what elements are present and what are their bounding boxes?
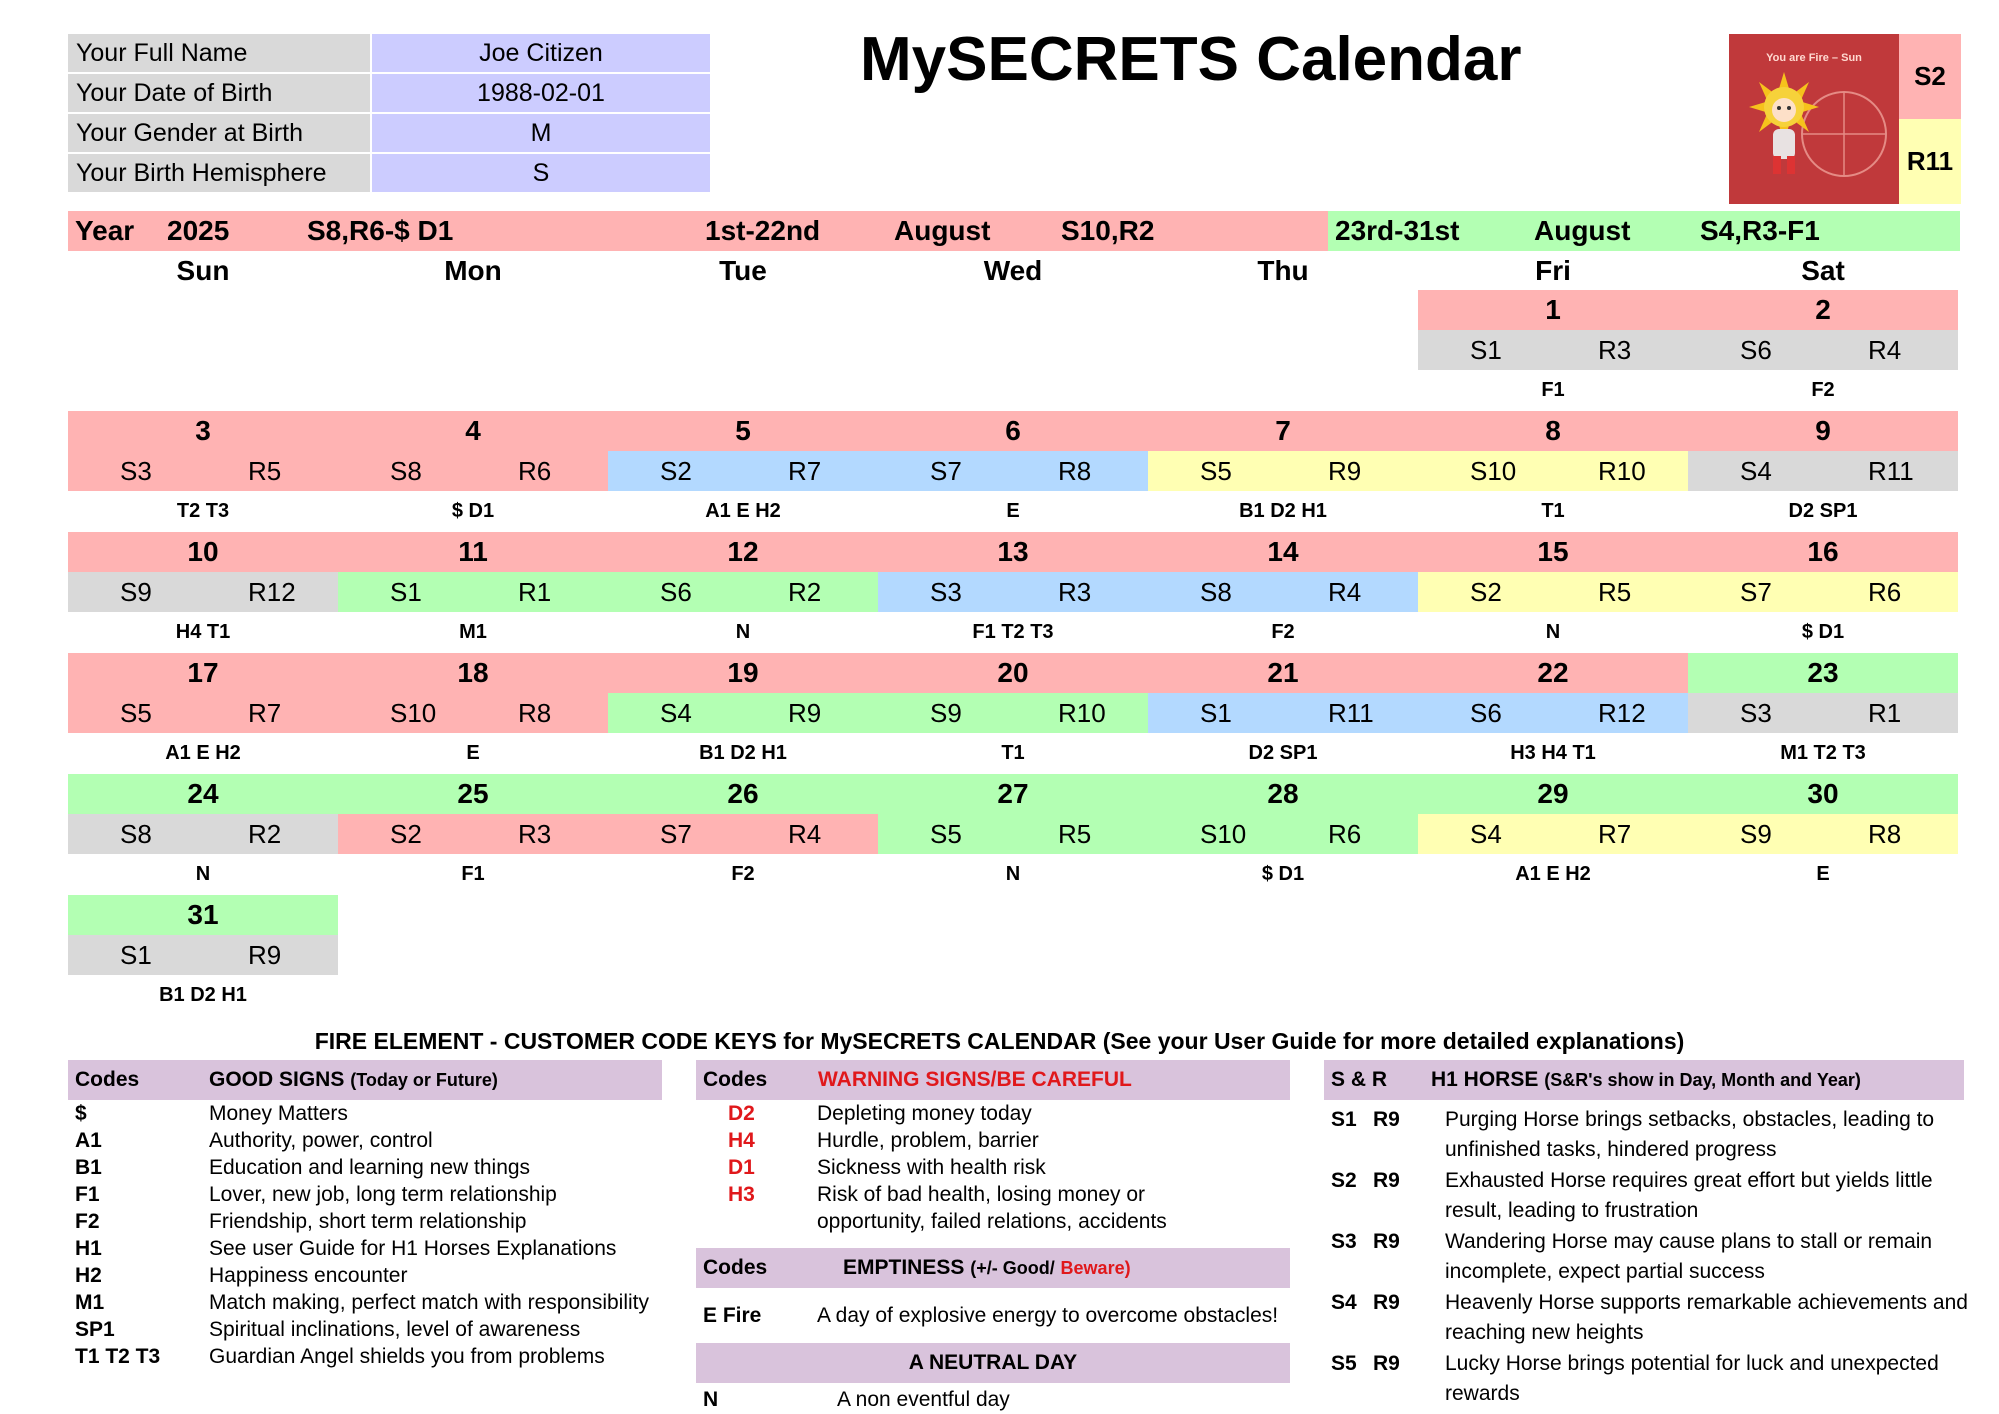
day-r-code: R5	[1598, 577, 1632, 607]
day-cell[interactable]	[338, 411, 608, 531]
good-sign-desc: Authority, power, control	[209, 1129, 433, 1152]
day-sr-codes	[1148, 451, 1418, 491]
day-sign-codes: $ D1	[1261, 863, 1305, 885]
day-r-code: R1	[1868, 698, 1902, 728]
day-number: 13	[878, 532, 1148, 572]
day-sign-codes: F2	[1811, 379, 1835, 401]
day-r-code: R8	[518, 698, 552, 728]
emptiness-desc: A day of explosive energy to overcome obstacles!	[817, 1304, 1279, 1327]
horse-s-code: S1	[1331, 1108, 1357, 1131]
day-number: 14	[1148, 532, 1418, 572]
day-sr-codes	[1418, 572, 1688, 612]
day-cell[interactable]	[338, 653, 608, 773]
day-name-fri: Fri	[1535, 255, 1571, 286]
good-codes-label: Codes	[75, 1068, 140, 1091]
day-sign-codes: A1 E H2	[1515, 863, 1591, 885]
day-sr-codes	[878, 572, 1148, 612]
day-sr-codes	[1418, 693, 1688, 733]
day-number: 11	[338, 532, 608, 572]
day-sr-codes	[1418, 451, 1688, 491]
month-2: August	[1534, 215, 1631, 246]
warning-sign-code: D2	[728, 1102, 755, 1125]
day-r-code: R10	[1058, 698, 1106, 728]
day-number: 4	[338, 411, 608, 451]
day-cell[interactable]	[68, 532, 338, 652]
day-s-code: S6	[660, 577, 692, 607]
good-heading-wrap	[209, 1060, 498, 1100]
day-r-code: R2	[788, 577, 822, 607]
day-s-code: S8	[390, 456, 422, 486]
day-s-code: S3	[930, 577, 962, 607]
day-sr-codes	[878, 814, 1148, 854]
warning-sign-desc: Risk of bad health, losing money or	[817, 1183, 1146, 1206]
period-1: 1st-22nd	[705, 215, 821, 246]
horse-desc-line2: result, leading to frustration	[1445, 1199, 1699, 1222]
day-cell[interactable]	[1418, 290, 1688, 410]
horse-heading: H1 HORSE	[1431, 1068, 1539, 1091]
day-sign-codes: D2 SP1	[1788, 500, 1858, 522]
day-s-code: S5	[1200, 456, 1232, 486]
day-s-code: S4	[1470, 819, 1502, 849]
day-sign-codes: F1	[1541, 379, 1565, 401]
day-cell[interactable]	[608, 774, 878, 894]
day-s-code: S5	[120, 698, 152, 728]
day-s-code: S7	[1740, 577, 1772, 607]
day-sr-codes	[1688, 693, 1958, 733]
badge-s-code: S2	[1899, 34, 1961, 119]
day-r-code: R4	[788, 819, 822, 849]
day-sign-codes: B1 D2 H1	[699, 742, 787, 764]
day-r-code: R6	[1328, 819, 1362, 849]
day-cell[interactable]	[608, 532, 878, 652]
day-number: 10	[68, 532, 338, 572]
day-s-code: S10	[1470, 456, 1517, 486]
day-r-code: R5	[248, 456, 282, 486]
warning-signs-header	[696, 1060, 1290, 1100]
day-sr-codes	[1688, 451, 1958, 491]
good-sign-desc: See user Guide for H1 Horses Explanations	[209, 1237, 617, 1260]
day-r-code: R7	[1598, 819, 1632, 849]
month-1: August	[894, 215, 991, 246]
emptiness-codes-label: Codes	[703, 1256, 768, 1279]
day-name-sun: Sun	[176, 255, 230, 286]
day-sr-codes	[1688, 572, 1958, 612]
day-s-code: S4	[660, 698, 692, 728]
day-sr-codes	[338, 693, 608, 733]
day-s-code: S2	[660, 456, 692, 486]
emptiness-header	[696, 1248, 1290, 1288]
month-code-2: S4,R3-F1	[1700, 215, 1820, 246]
profile-row-dob	[68, 74, 710, 112]
horse-r-code: R9	[1373, 1291, 1400, 1314]
good-sign-desc: Happiness encounter	[209, 1264, 408, 1287]
day-r-code: R3	[518, 819, 552, 849]
page-title: MySECRETS Calendar	[860, 25, 1522, 94]
day-r-code: R6	[518, 456, 552, 486]
day-cell[interactable]	[68, 411, 338, 531]
day-cell[interactable]	[338, 532, 608, 652]
day-number: 22	[1418, 653, 1688, 693]
day-s-code: S1	[1470, 335, 1502, 365]
day-cell[interactable]	[1418, 774, 1688, 894]
good-sign-code: H2	[75, 1264, 102, 1287]
day-sign-codes: F1 T2 T3	[972, 621, 1054, 643]
profile-value[interactable]: S	[372, 154, 710, 192]
day-cell[interactable]	[1688, 532, 1958, 652]
day-sr-codes	[1148, 572, 1418, 612]
day-sign-codes: E	[1816, 863, 1830, 885]
month-code-1: S10,R2	[1061, 215, 1155, 246]
day-sign-codes: N	[735, 621, 751, 643]
horse-desc-line1: Exhausted Horse requires great effort but yields little	[1445, 1169, 1933, 1192]
horse-desc-line1: Lucky Horse brings potential for luck and unexpected	[1445, 1352, 1939, 1375]
day-r-code: R9	[248, 940, 282, 970]
good-heading-note: (Today or Future)	[350, 1070, 498, 1090]
day-sr-codes	[68, 693, 338, 733]
good-sign-code: T1 T2 T3	[75, 1345, 161, 1368]
day-r-code: R7	[788, 456, 822, 486]
badge-caption: You are Fire – Sun	[1766, 52, 1862, 64]
day-sign-codes: N	[1545, 621, 1561, 643]
emptiness-code: E Fire	[703, 1304, 762, 1327]
horse-s-code: S3	[1331, 1230, 1357, 1253]
day-s-code: S1	[120, 940, 152, 970]
day-r-code: R5	[1058, 819, 1092, 849]
good-sign-code: B1	[75, 1156, 102, 1179]
day-number: 27	[878, 774, 1148, 814]
day-cell[interactable]	[1688, 290, 1958, 410]
year-code: S8,R6-$ D1	[307, 215, 454, 246]
day-cell[interactable]	[878, 653, 1148, 773]
day-sr-codes	[608, 451, 878, 491]
warning-sign-desc: Depleting money today	[817, 1102, 1032, 1125]
day-name-mon: Mon	[444, 255, 502, 286]
day-number: 30	[1688, 774, 1958, 814]
day-cell[interactable]	[878, 532, 1148, 652]
day-s-code: S8	[120, 819, 152, 849]
profile-value[interactable]: 1988-02-01	[372, 74, 710, 112]
warning-codes-label: Codes	[703, 1068, 768, 1091]
warning-sign-desc: Sickness with health risk	[817, 1156, 1046, 1179]
day-s-code: S5	[930, 819, 962, 849]
day-r-code: R4	[1868, 335, 1902, 365]
day-name-sat: Sat	[1801, 255, 1845, 286]
horse-desc-line1: Heavenly Horse supports remarkable achievements and	[1445, 1291, 1968, 1314]
day-s-code: S6	[1740, 335, 1772, 365]
horse-header	[1324, 1060, 1964, 1100]
good-sign-code: A1	[75, 1129, 102, 1152]
horse-heading-note: (S&R's show in Day, Month and Year)	[1544, 1070, 1861, 1090]
year-month-band	[68, 211, 1328, 251]
day-sign-codes: T2 T3	[176, 500, 230, 522]
day-cell[interactable]	[68, 653, 338, 773]
day-s-code: S2	[390, 819, 422, 849]
day-sr-codes	[878, 451, 1148, 491]
day-number: 15	[1418, 532, 1688, 572]
profile-table	[68, 34, 710, 194]
day-sign-codes: A1 E H2	[165, 742, 241, 764]
day-number: 24	[68, 774, 338, 814]
horse-s-code: S2	[1331, 1169, 1357, 1192]
day-s-code: S10	[390, 698, 437, 728]
day-sign-codes: N	[1005, 863, 1021, 885]
day-sign-codes: M1 T2 T3	[1780, 742, 1866, 764]
day-cell[interactable]	[1418, 653, 1688, 773]
good-sign-desc: Friendship, short term relationship	[209, 1210, 527, 1233]
day-sr-codes	[1148, 814, 1418, 854]
day-sign-codes: F2	[1271, 621, 1295, 643]
good-sign-code: F1	[75, 1183, 100, 1206]
good-sign-desc: Money Matters	[209, 1102, 348, 1125]
day-r-code: R6	[1868, 577, 1902, 607]
day-sr-codes	[1688, 330, 1958, 370]
good-sign-code: SP1	[75, 1318, 115, 1341]
code-keys-title: FIRE ELEMENT - CUSTOMER CODE KEYS for MySECRETS CALENDAR (See your User Guide for more detailed explanations)	[314, 1028, 1685, 1054]
good-sign-desc: Spiritual inclinations, level of awareness	[209, 1318, 581, 1341]
warning-sign-desc-line2: opportunity, failed relations, accidents	[817, 1210, 1167, 1233]
horse-r-code: R9	[1373, 1108, 1400, 1131]
horse-desc-line1: Wandering Horse may cause plans to stall or remain	[1445, 1230, 1933, 1253]
neutral-header	[696, 1343, 1290, 1383]
day-number: 29	[1418, 774, 1688, 814]
emptiness-note-a: (+/- Good/	[970, 1258, 1055, 1278]
day-sign-codes: B1 D2 H1	[159, 984, 247, 1006]
day-sr-codes	[338, 572, 608, 612]
profile-value[interactable]: M	[372, 114, 710, 152]
day-cell[interactable]	[608, 653, 878, 773]
emptiness-heading-wrap	[843, 1248, 1131, 1288]
day-sr-codes	[68, 814, 338, 854]
neutral-code: N	[703, 1388, 719, 1411]
day-r-code: R8	[1058, 456, 1092, 486]
day-sr-codes	[68, 935, 338, 975]
day-number: 1	[1418, 290, 1688, 330]
neutral-desc: A non eventful day	[837, 1388, 1010, 1411]
day-cell[interactable]	[68, 895, 338, 1015]
good-sign-desc: Match making, perfect match with responsibility	[209, 1291, 650, 1314]
day-s-code: S6	[1470, 698, 1502, 728]
day-number: 3	[68, 411, 338, 451]
day-cell[interactable]	[1148, 774, 1418, 894]
day-r-code: R12	[248, 577, 296, 607]
horse-heading-wrap	[1431, 1060, 1861, 1100]
day-number: 12	[608, 532, 878, 572]
fire-sun-image	[1729, 34, 1899, 204]
warning-sign-code: H4	[728, 1129, 755, 1152]
profile-label: Your Gender at Birth	[68, 114, 370, 152]
day-number: 5	[608, 411, 878, 451]
day-s-code: S7	[930, 456, 962, 486]
year-value: 2025	[167, 215, 230, 246]
emptiness-heading: EMPTINESS	[843, 1256, 965, 1279]
horse-s-code: S4	[1331, 1291, 1357, 1314]
day-cell[interactable]	[1418, 411, 1688, 531]
day-sign-codes: F1	[461, 863, 485, 885]
day-sign-codes: $ D1	[451, 500, 495, 522]
horse-desc-line2: incomplete, expect partial success	[1445, 1260, 1765, 1283]
day-number: 8	[1418, 411, 1688, 451]
day-sr-codes	[608, 814, 878, 854]
day-number: 16	[1688, 532, 1958, 572]
profile-label: Your Birth Hemisphere	[68, 154, 370, 192]
profile-row-name	[68, 34, 710, 72]
neutral-heading: A NEUTRAL DAY	[908, 1351, 1078, 1374]
day-number: 18	[338, 653, 608, 693]
day-number: 25	[338, 774, 608, 814]
day-name-tue: Tue	[719, 255, 767, 286]
day-sign-codes: $ D1	[1801, 621, 1845, 643]
horse-desc-line2: rewards	[1445, 1382, 1520, 1405]
day-s-code: S10	[1200, 819, 1247, 849]
day-cell[interactable]	[1688, 774, 1958, 894]
day-cell[interactable]	[1148, 653, 1418, 773]
day-sign-codes: M1	[459, 621, 487, 643]
day-sr-codes	[1418, 814, 1688, 854]
day-r-code: R2	[248, 819, 282, 849]
day-sign-codes: H4 T1	[175, 621, 231, 643]
day-sign-codes: N	[195, 863, 211, 885]
day-number: 31	[68, 895, 338, 935]
day-sign-codes: B1 D2 H1	[1239, 500, 1327, 522]
day-sign-codes: A1 E H2	[705, 500, 781, 522]
day-r-code: R10	[1598, 456, 1646, 486]
profile-label: Your Full Name	[68, 34, 370, 72]
horse-s-code: S5	[1331, 1352, 1357, 1375]
day-name-thu: Thu	[1257, 255, 1309, 286]
day-number: 26	[608, 774, 878, 814]
day-sign-codes: T1	[1001, 742, 1025, 764]
day-s-code: S9	[120, 577, 152, 607]
day-number: 17	[68, 653, 338, 693]
day-r-code: R4	[1328, 577, 1362, 607]
day-r-code: R7	[248, 698, 282, 728]
day-s-code: S3	[1740, 698, 1772, 728]
day-r-code: R11	[1328, 698, 1374, 728]
day-r-code: R9	[788, 698, 822, 728]
day-cell[interactable]	[338, 774, 608, 894]
day-sr-codes	[1148, 693, 1418, 733]
good-signs-header	[68, 1060, 662, 1100]
day-sr-codes	[68, 451, 338, 491]
day-cell[interactable]	[1688, 653, 1958, 773]
day-r-code: R12	[1598, 698, 1646, 728]
good-sign-desc: Guardian Angel shields you from problems	[209, 1345, 605, 1368]
day-number: 20	[878, 653, 1148, 693]
day-number: 19	[608, 653, 878, 693]
day-cell[interactable]	[608, 411, 878, 531]
day-s-code: S1	[390, 577, 422, 607]
day-sign-codes: E	[1006, 500, 1020, 522]
day-sr-codes	[608, 693, 878, 733]
good-sign-code: M1	[75, 1291, 105, 1314]
horse-r-code: R9	[1373, 1352, 1400, 1375]
good-sign-code: $	[75, 1102, 87, 1125]
period-2-band	[1328, 211, 1960, 251]
good-sign-code: H1	[75, 1237, 102, 1260]
warning-sign-code: D1	[728, 1156, 755, 1179]
profile-row-gender	[68, 114, 710, 152]
badge-r-code: R11	[1899, 119, 1961, 204]
day-number: 6	[878, 411, 1148, 451]
warning-sign-code: H3	[728, 1183, 755, 1206]
day-cell[interactable]	[878, 411, 1148, 531]
day-s-code: S9	[930, 698, 962, 728]
day-sr-codes	[1418, 330, 1688, 370]
day-cell[interactable]	[68, 774, 338, 894]
day-s-code: S4	[1740, 456, 1772, 486]
day-number: 7	[1148, 411, 1418, 451]
day-r-code: R9	[1328, 456, 1362, 486]
day-r-code: R1	[518, 577, 552, 607]
day-r-code: R8	[1868, 819, 1902, 849]
day-s-code: S9	[1740, 819, 1772, 849]
good-sign-desc: Education and learning new things	[209, 1156, 531, 1179]
day-sign-codes: F2	[731, 863, 755, 885]
day-s-code: S3	[120, 456, 152, 486]
day-number: 2	[1688, 290, 1958, 330]
day-number: 23	[1688, 653, 1958, 693]
day-r-code: R3	[1598, 335, 1632, 365]
profile-value[interactable]: Joe Citizen	[372, 34, 710, 72]
day-cell[interactable]	[878, 774, 1148, 894]
day-sign-codes: E	[466, 742, 480, 764]
warning-heading: WARNING SIGNS/BE CAREFUL	[818, 1068, 1132, 1091]
period-2: 23rd-31st	[1335, 215, 1460, 246]
year-label: Year	[75, 215, 135, 246]
day-name-wed: Wed	[983, 255, 1043, 286]
day-cell[interactable]	[1418, 532, 1688, 652]
day-sr-codes	[878, 693, 1148, 733]
day-sr-codes	[338, 814, 608, 854]
day-number: 9	[1688, 411, 1958, 451]
good-heading: GOOD SIGNS	[209, 1068, 345, 1091]
day-s-code: S1	[1200, 698, 1232, 728]
day-cell[interactable]	[1148, 532, 1418, 652]
profile-label: Your Date of Birth	[68, 74, 370, 112]
day-number: 21	[1148, 653, 1418, 693]
horse-desc-line1: Purging Horse brings setbacks, obstacles, leading to	[1445, 1108, 1935, 1131]
day-r-code: R3	[1058, 577, 1092, 607]
day-sign-codes: D2 SP1	[1248, 742, 1318, 764]
day-sr-codes	[338, 451, 608, 491]
day-sr-codes	[68, 572, 338, 612]
profile-row-hemisphere	[68, 154, 710, 192]
day-sign-codes: T1	[1541, 500, 1565, 522]
day-cell[interactable]	[1688, 411, 1958, 531]
day-sr-codes	[1688, 814, 1958, 854]
day-sr-codes	[608, 572, 878, 612]
horse-desc-line2: unfinished tasks, hindered progress	[1445, 1138, 1777, 1161]
day-sign-codes: H3 H4 T1	[1510, 742, 1596, 764]
day-s-code: S2	[1470, 577, 1502, 607]
day-number: 28	[1148, 774, 1418, 814]
day-cell[interactable]	[1148, 411, 1418, 531]
emptiness-note-b: Beware)	[1060, 1258, 1131, 1278]
warning-sign-desc: Hurdle, problem, barrier	[817, 1129, 1039, 1152]
good-sign-desc: Lover, new job, long term relationship	[209, 1183, 557, 1206]
horse-desc-line2: reaching new heights	[1445, 1321, 1644, 1344]
horse-r-code: R9	[1373, 1169, 1400, 1192]
day-r-code: R11	[1868, 456, 1914, 486]
day-s-code: S7	[660, 819, 692, 849]
day-s-code: S8	[1200, 577, 1232, 607]
horse-r-code: R9	[1373, 1230, 1400, 1253]
good-sign-code: F2	[75, 1210, 100, 1233]
horse-codes-label: S & R	[1331, 1068, 1388, 1091]
